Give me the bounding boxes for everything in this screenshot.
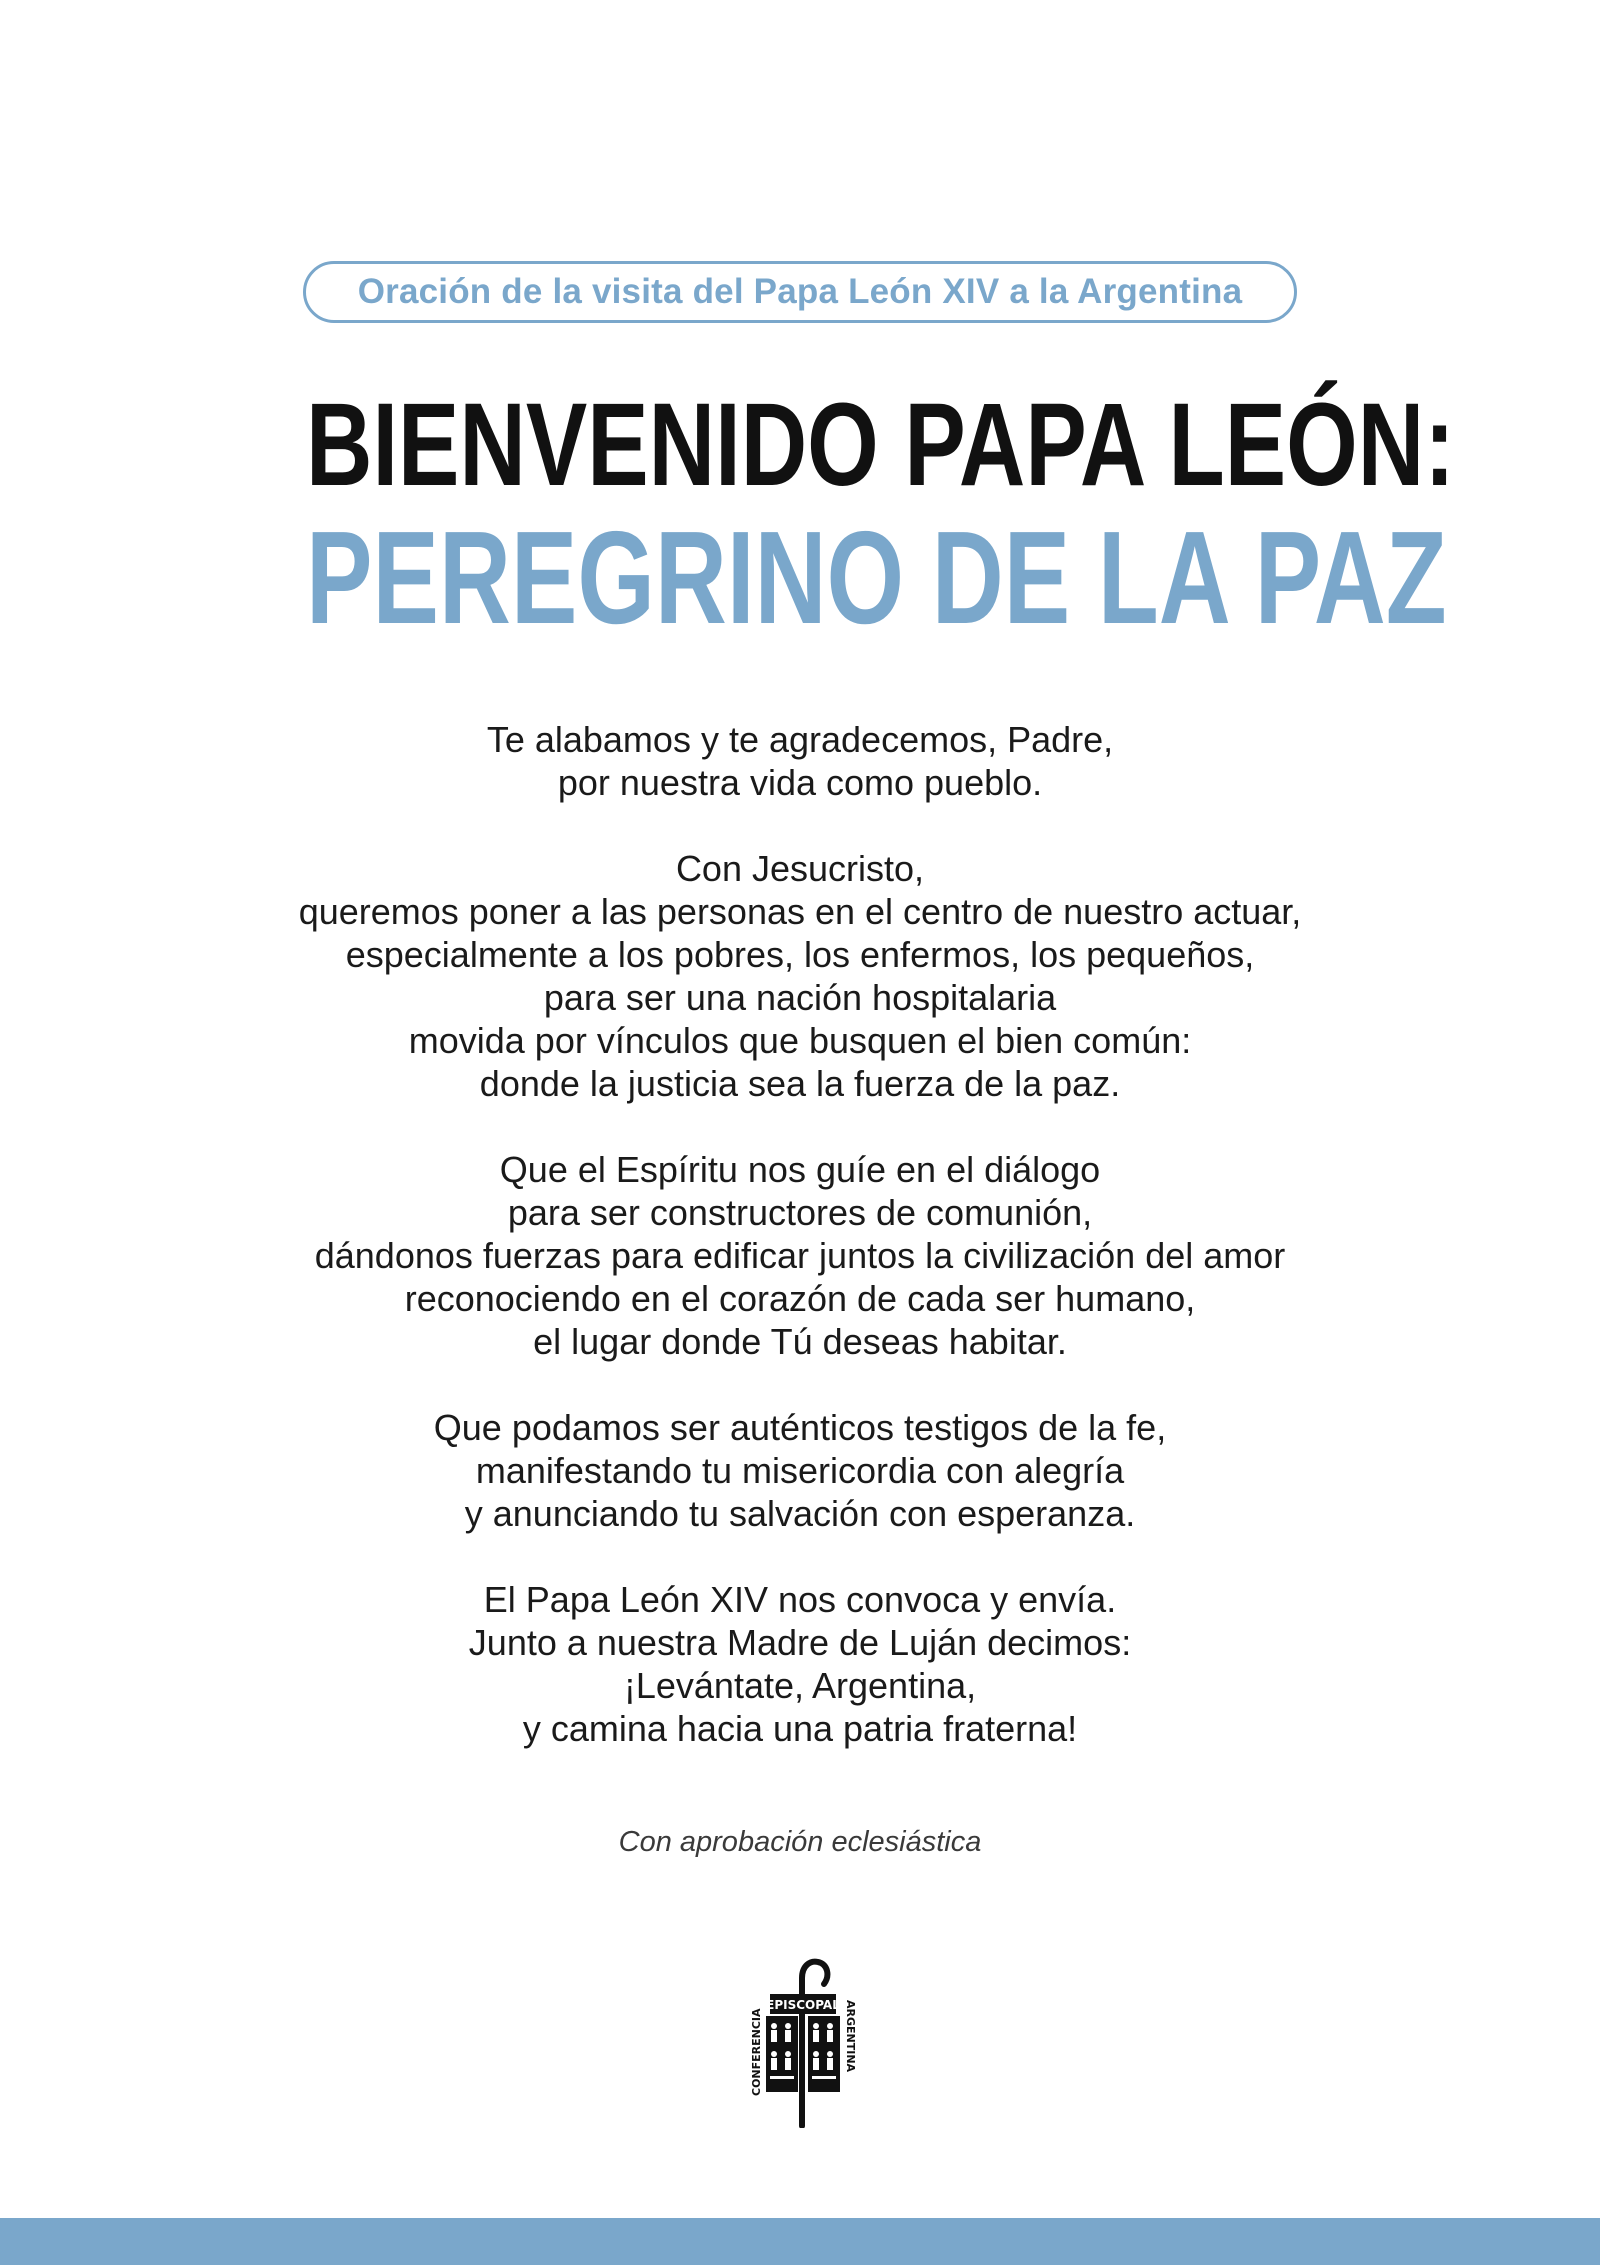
conferencia-episcopal-logo (744, 1958, 862, 2128)
prayer-line: ¡Levántate, Argentina, (623, 1665, 977, 1706)
svg-text:EPISCOPAL: EPISCOPAL (766, 1998, 840, 2012)
headline-line-1: BIENVENIDO PAPA LEÓN: (306, 379, 1455, 511)
prayer-line: El Papa León XIV nos convoca y envía. (483, 1579, 1117, 1620)
headline-line-2: PEREGRINO DE LA PAZ (306, 504, 1447, 651)
bottom-accent-bar (0, 2218, 1600, 2265)
prayer-stanza-5 (0, 1578, 1600, 1750)
svg-text:CONFERENCIA: CONFERENCIA (750, 2008, 763, 2096)
prayer-line: por nuestra vida como pueblo. (557, 762, 1043, 803)
prayer-line: manifestando tu misericordia con alegría (475, 1450, 1125, 1491)
prayer-stanza-2 (0, 847, 1600, 1105)
prayer-line: reconociendo en el corazón de cada ser humano, (404, 1278, 1196, 1319)
prayer-line: movida por vínculos que busquen el bien común: (408, 1020, 1192, 1061)
subtitle-text: Oración de la visita del Papa León XIV a la Argentina (357, 272, 1243, 311)
prayer-line: queremos poner a las personas en el centro de nuestro actuar, (298, 891, 1302, 932)
prayer-line: Que el Espíritu nos guíe en el diálogo (499, 1149, 1101, 1190)
prayer-line: especialmente a los pobres, los enfermos, los pequeños, (345, 934, 1255, 975)
prayer-line: dándonos fuerzas para edificar juntos la civilización del amor (314, 1235, 1286, 1276)
prayer-line: para ser una nación hospitalaria (543, 977, 1057, 1018)
approval-note: Con aprobación eclesiástica (618, 1826, 982, 1858)
prayer-text (0, 718, 1600, 1793)
prayer-stanza-3 (0, 1148, 1600, 1363)
prayer-line: y anunciando tu salvación con esperanza. (464, 1493, 1136, 1534)
svg-text:ARGENTINA: ARGENTINA (844, 2000, 857, 2073)
prayer-line: Junto a nuestra Madre de Luján decimos: (468, 1622, 1132, 1663)
prayer-line: donde la justicia sea la fuerza de la paz. (479, 1063, 1121, 1104)
prayer-stanza-4 (0, 1406, 1600, 1535)
prayer-stanza-1 (0, 718, 1600, 804)
prayer-line: y camina hacia una patria fraterna! (522, 1708, 1078, 1749)
prayer-line: Que podamos ser auténticos testigos de la fe, (433, 1407, 1167, 1448)
prayer-line: Te alabamos y te agradecemos, Padre, (486, 719, 1114, 760)
subtitle-pill (303, 261, 1297, 323)
prayer-line: el lugar donde Tú deseas habitar. (533, 1321, 1067, 1362)
prayer-line: Con Jesucristo, (675, 848, 925, 889)
prayer-line: para ser constructores de comunión, (507, 1192, 1093, 1233)
